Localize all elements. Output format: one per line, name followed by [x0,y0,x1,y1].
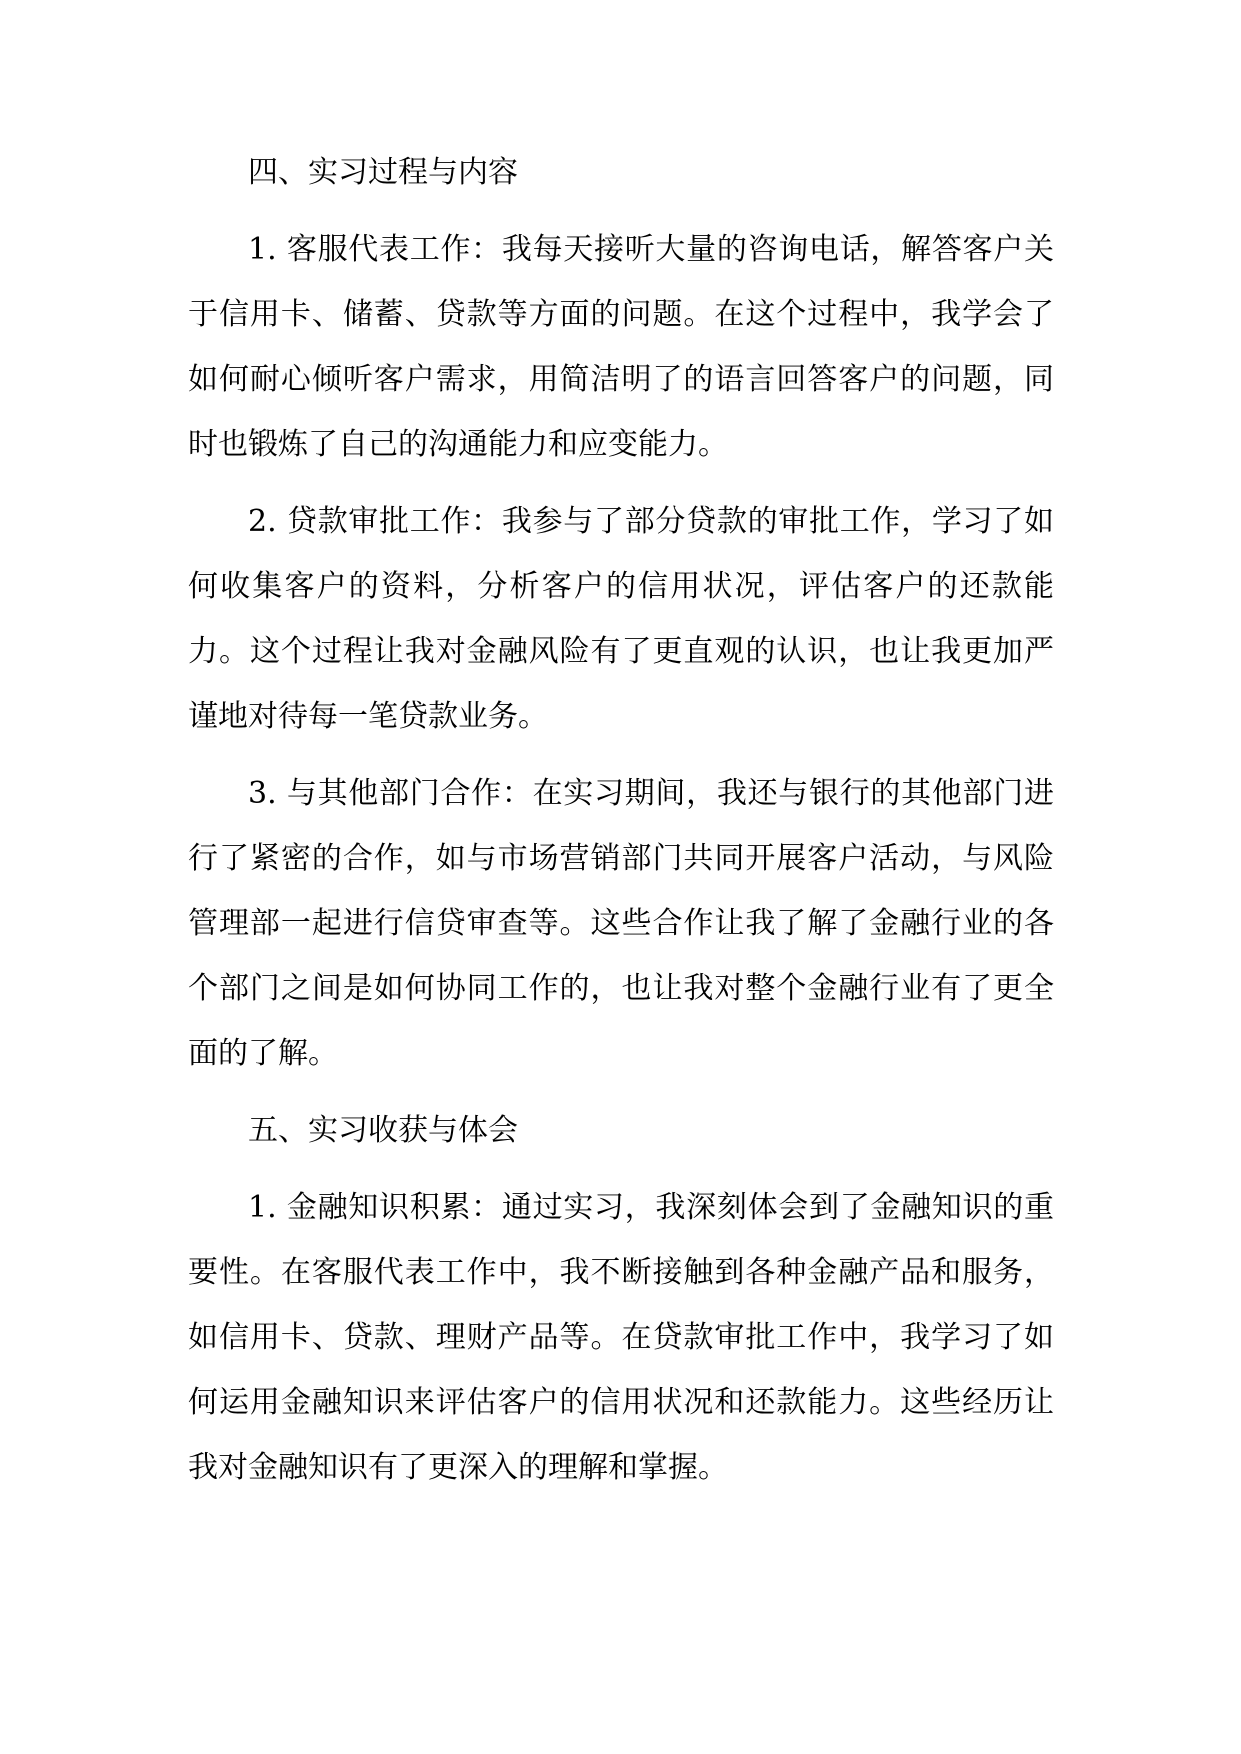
paragraph-financial-knowledge: 1. 金融知识积累：通过实习，我深刻体会到了金融知识的重要性。在客服代表工作中，我不断接触到各种金融产品和服务，如信用卡、贷款、理财产品等。在贷款审批工作中，我学习了如何运用金融知识来评估客户的信用状况和还款能力。这些经历让我对金融知识有了更深入的理解和掌握。 [188,1190,1054,1485]
document-body [188,140,1054,1500]
paragraph-customer-service: 1. 客服代表工作：我每天接听大量的咨询电话，解答客户关于信用卡、储蓄、贷款等方面的问题。在这个过程中，我学会了如何耐心倾听客户需求，用简洁明了的语言回答客户的问题，同时也锻炼了自己的沟通能力和应变能力。 [188,232,1054,462]
paragraph-department-cooperation: 3. 与其他部门合作：在实习期间，我还与银行的其他部门进行了紧密的合作，如与市场营销部门共同开展客户活动，与风险管理部一起进行信贷审查等。这些合作让我了解了金融行业的各个部门之间是如何协同工作的，也让我对整个金融行业有了更全面的了解。 [188,776,1054,1071]
section-heading-gains: 五、实习收获与体会 [248,1113,518,1148]
paragraph-loan-approval: 2. 贷款审批工作：我参与了部分贷款的审批工作，学习了如何收集客户的资料，分析客户的信用状况，评估客户的还款能力。这个过程让我对金融风险有了更直观的认识，也让我更加严谨地对待每一笔贷款业务。 [188,504,1054,734]
section-heading-process: 四、实习过程与内容 [248,155,518,190]
